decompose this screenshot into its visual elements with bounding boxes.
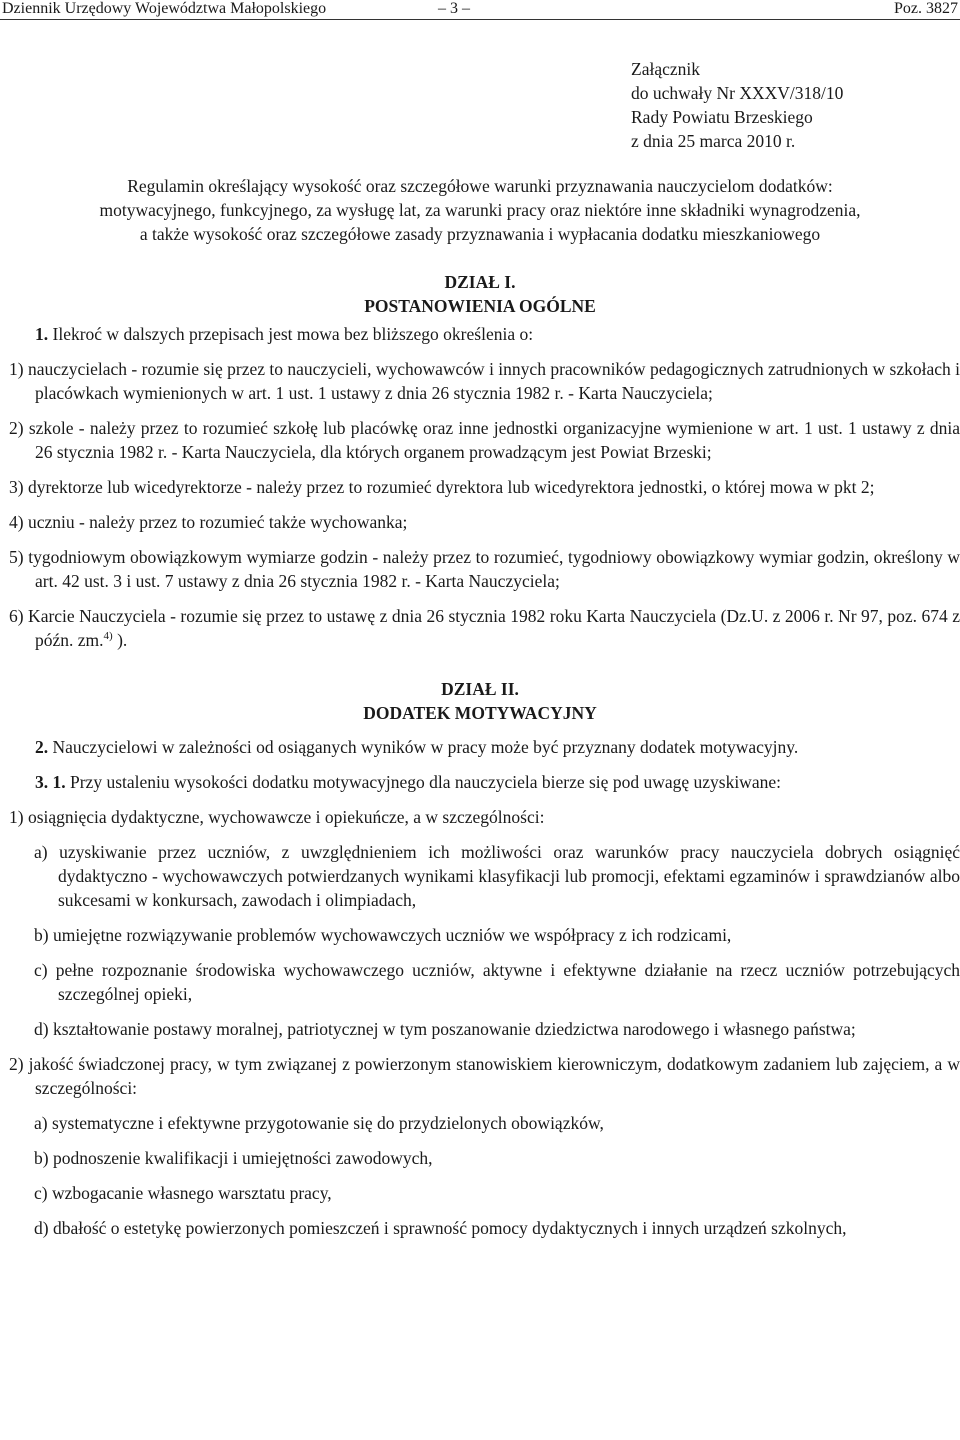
annex-block bbox=[631, 57, 843, 153]
journal-title: Dziennik Urzędowy Województwa Małopolskiego bbox=[2, 0, 327, 17]
paragraph-text: Przy ustaleniu wysokości dodatku motywacyjnego dla nauczyciela bierze się pod uwagę uzyskiwane: bbox=[65, 772, 781, 792]
list-item: 1) nauczycielach - rozumie się przez to nauczycieli, wychowawców i innych pracowników pedagogicznych zatrudnionych w szkołach i placówkach wymienionych w art. 1 ust. 1 ustawy z dnia 26 stycznia 1982 r. - Karta Nauczyciela; bbox=[9, 359, 960, 403]
list-item: 3) dyrektorze lub wicedyrektorze - należy przez to rozumieć dyrektora lub wicedyrektora jednostki, o której mowa w pkt 2; bbox=[9, 477, 875, 497]
paragraph-1 bbox=[0, 322, 960, 346]
list-item bbox=[0, 604, 960, 652]
annex-line: Rady Powiatu Brzeskiego bbox=[631, 107, 813, 127]
sub-item: c) pełne rozpoznanie środowiska wychowawczego uczniów, aktywne i efektywne działanie na rzecz uczniów potrzebujących szczególnej opieki, bbox=[34, 960, 960, 1004]
section-2-title: DZIAŁ II. bbox=[441, 679, 519, 699]
footnote-marker: 4) bbox=[103, 630, 113, 643]
list-item: 1) osiągnięcia dydaktyczne, wychowawcze i opiekuńcze, a w szczególności: bbox=[9, 807, 545, 827]
item-text-end: ). bbox=[112, 630, 128, 650]
section-2-subtitle: DODATEK MOTYWACYJNY bbox=[363, 703, 597, 723]
paragraph-2 bbox=[0, 735, 960, 759]
list-item: 4) uczniu - należy przez to rozumieć także wychowanka; bbox=[9, 512, 408, 532]
list-item: 2) szkole - należy przez to rozumieć szkołę lub placówkę oraz inne jednostki organizacyjne wymienione w art. 1 ust. 1 ustawy z dnia 26 stycznia 1982 r. - Karta Nauczyciela, dla których organem prowadzącym jest Powiat Brzeski; bbox=[9, 418, 960, 462]
sub-item: c) wzbogacanie własnego warsztatu pracy, bbox=[34, 1183, 332, 1203]
sub-item: b) podnoszenie kwalifikacji i umiejętności zawodowych, bbox=[34, 1148, 433, 1168]
page-number: – 3 – bbox=[438, 0, 470, 17]
section-1-title: DZIAŁ I. bbox=[444, 272, 516, 292]
paragraph-text: Ilekroć w dalszych przepisach jest mowa bez bliższego określenia o: bbox=[48, 324, 534, 344]
list-item: 5) tygodniowym obowiązkowym wymiarze godzin - należy przez to rozumieć, tygodniowy obowiązkowy wymiar godzin, określony w art. 42 ust. 3 i ust. 7 ustawy z dnia 26 stycznia 1982 r. - Karta Nauczyciela; bbox=[9, 547, 960, 591]
paragraph-number: 3. 1. bbox=[35, 772, 66, 792]
title-line: motywacyjnego, funkcyjnego, za wysługę lat, za warunki pracy oraz niektóre inne składniki wynagrodzenia, bbox=[99, 200, 861, 220]
annex-line: Załącznik bbox=[631, 59, 700, 79]
annex-line: z dnia 25 marca 2010 r. bbox=[631, 131, 796, 151]
sub-item: b) umiejętne rozwiązywanie problemów wychowawczych uczniów we współpracy z ich rodzicami, bbox=[34, 925, 732, 945]
header-rule bbox=[0, 19, 960, 20]
paragraph-text: Nauczycielowi w zależności od osiąganych wyników w pracy może być przyznany dodatek motywacyjny. bbox=[48, 737, 799, 757]
paragraph-number: 1. bbox=[35, 324, 49, 344]
regulation-title bbox=[0, 174, 960, 246]
section-1-subtitle: POSTANOWIENIA OGÓLNE bbox=[364, 296, 596, 316]
page-header bbox=[0, 0, 960, 20]
document-body bbox=[0, 174, 960, 1240]
sub-item: a) systematyczne i efektywne przygotowanie się do przydzielonych obowiązków, bbox=[34, 1113, 604, 1133]
sub-item: d) kształtowanie postawy moralnej, patriotycznej w tym poszanowanie dziedzictwa narodowego i własnego państwa; bbox=[34, 1019, 856, 1039]
title-line: Regulamin określający wysokość oraz szczegółowe warunki przyznawania nauczycielom dodatków: bbox=[127, 176, 833, 196]
list-item: 2) jakość świadczonej pracy, w tym związanej z powierzonym stanowiskiem kierowniczym, dodatkowym zadaniem lub zajęciem, a w szczególności: bbox=[9, 1054, 960, 1098]
annex-line: do uchwały Nr XXXV/318/10 bbox=[631, 83, 844, 103]
paragraph-3 bbox=[0, 770, 960, 794]
paragraph-number: 2. bbox=[35, 737, 49, 757]
title-line: a także wysokość oraz szczegółowe zasady przyznawania i wypłacania dodatku mieszkaniowego bbox=[139, 224, 821, 244]
item-text: 6) Karcie Nauczyciela - rozumie się przez to ustawę z dnia 26 stycznia 1982 roku Karta Nauczyciela (Dz.U. z 2006 r. Nr 97, poz. 674 z późn. zm. bbox=[9, 606, 960, 650]
position-number: Poz. 3827 bbox=[894, 0, 958, 17]
sub-item: a) uzyskiwanie przez uczniów, z uwzględnieniem ich możliwości oraz warunków pracy nauczyciela dobrych osiągnięć dydaktyczno - wychowawczych potwierdzanych wynikami klasyfikacji lub promocji, efektami egzaminów i sprawdzianów albo sukcesami w konkursach, zawodach i olimpiadach, bbox=[34, 842, 960, 910]
sub-item: d) dbałość o estetykę powierzonych pomieszczeń i sprawność pomocy dydaktycznych i innych urządzeń szkolnych, bbox=[34, 1218, 847, 1238]
